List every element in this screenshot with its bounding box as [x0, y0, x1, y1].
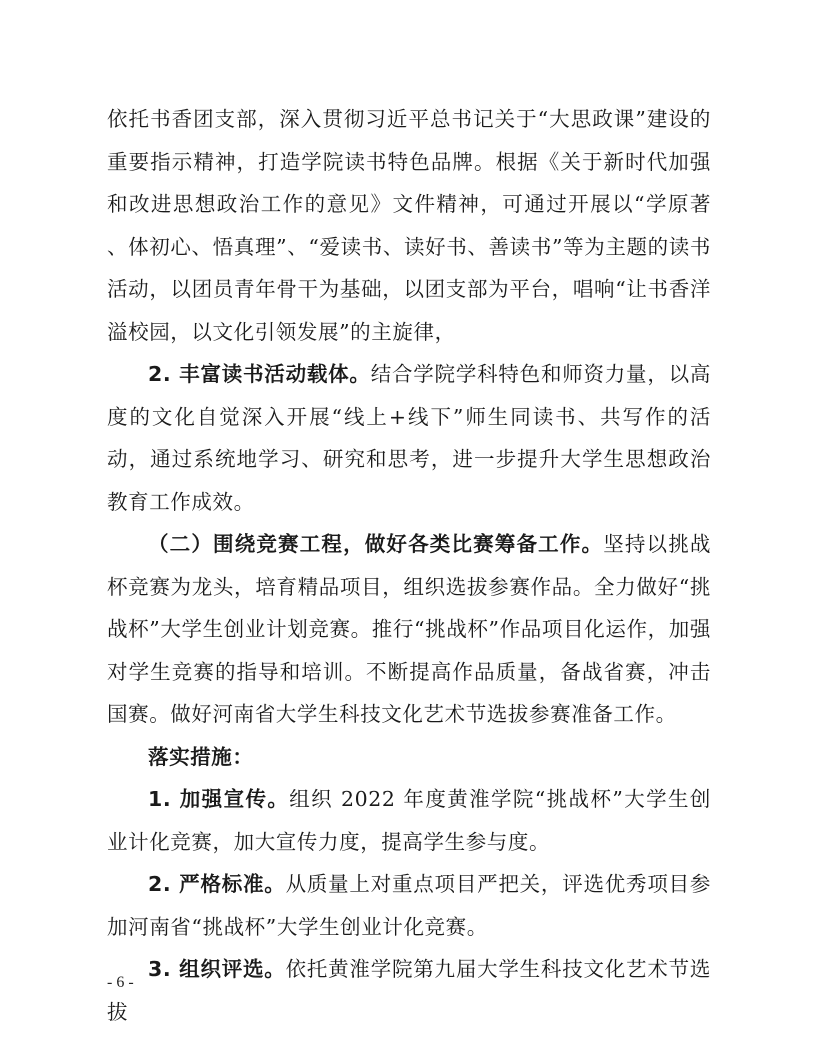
paragraph-text: 依托黄淮学院第九届大学生科技文化艺术节选拔 — [107, 957, 711, 1024]
paragraph-measure-selection — [107, 948, 711, 1033]
paragraph-text: 从质量上对重点项目严把关，评选优秀项目参加河南省“挑战杯”大学生创业计化竞赛。 — [107, 872, 711, 939]
paragraph-measure-publicity — [107, 778, 711, 863]
paragraph-measure-standards — [107, 863, 711, 948]
measures-heading: 落实措施： — [148, 744, 254, 769]
paragraph-lead: 2. 严格标准。 — [148, 872, 286, 896]
document-body — [107, 98, 711, 1033]
paragraph-competition-project — [107, 523, 711, 736]
paragraph-lead: 2. 丰富读书活动载体。 — [148, 362, 371, 386]
paragraph-measures-heading — [107, 736, 711, 779]
paragraph-lead: 3. 组织评选。 — [148, 957, 286, 981]
paragraph-text: 坚持以挑战杯竞赛为龙头，培育精品项目，组织选拔参赛作品。全力做好“挑战杯”大学生创业计划竞赛。推行“挑战杯”作品项目化运作，加强对学生竞赛的指导和培训。不断提高作品质量，备战省赛，冲击国赛。做好河南省大学生科技文化艺术节选拔参赛准备工作。 — [107, 532, 711, 726]
page-number: - 6 - — [107, 974, 134, 991]
paragraph-lead: 1. 加强宣传。 — [148, 787, 290, 811]
paragraph-enrich-reading-carrier — [107, 353, 711, 523]
paragraph-text: 结合学院学科特色和师资力量，以高度的文化自觉深入开展“线上+线下”师生同读书、共写作的活动，通过系统地学习、研究和思考，进一步提升大学生思想政治教育工作成效。 — [107, 362, 712, 514]
paragraph-text: 组织 2022 年度黄淮学院“挑战杯”大学生创业计化竞赛，加大宣传力度，提高学生参与度。 — [107, 787, 711, 854]
section-heading: （二）围绕竞赛工程，做好各类比赛筹备工作。 — [148, 532, 604, 556]
paragraph-text: 依托书香团支部，深入贯彻习近平总书记关于“大思政课”建设的重要指示精神，打造学院读书特色品牌。根据《关于新时代加强和改进思想政治工作的意见》文件精神，可通过开展以“学原著 、体初心、悟真理”、“爱读书、读好书、善读书”等为主题的读书活动，以团员青年骨干为基础，以团支部为平台，唱响“让书香洋溢校园，以文化引领发展”的主旋律， — [107, 107, 711, 344]
paragraph-reading-activities — [107, 98, 711, 353]
